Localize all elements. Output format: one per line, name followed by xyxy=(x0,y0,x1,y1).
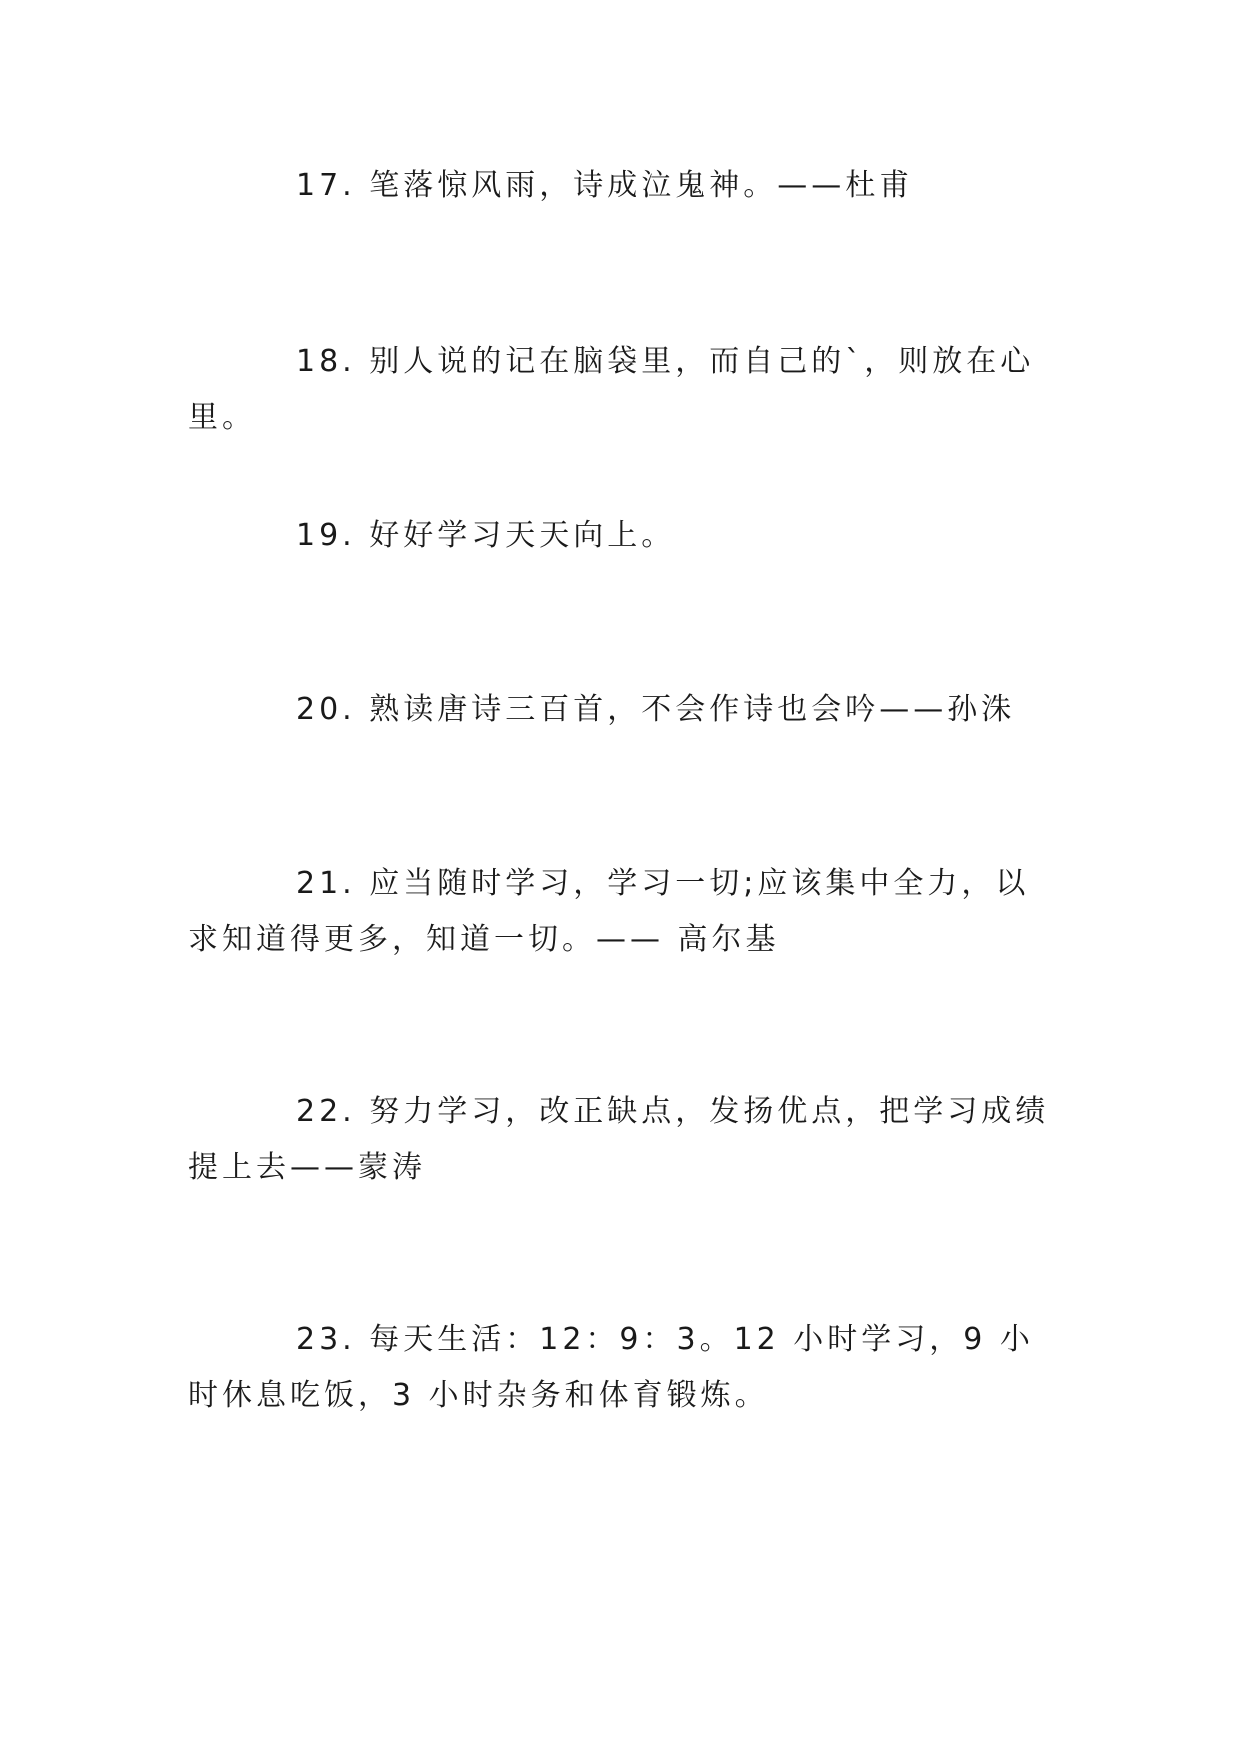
quote-23: 23. 每天生活：12：9：3。12 小时学习，9 小时休息吃饭，3 小时杂务和体育锻炼。 xyxy=(188,1322,1034,1413)
quote-21: 21. 应当随时学习，学习一切;应该集中全力，以求知道得更多，知道一切。—— 高尔基 xyxy=(188,866,1030,957)
quote-17: 17. 笔落惊风雨，诗成泣鬼神。——杜甫 xyxy=(296,168,914,203)
quote-18: 18. 别人说的记在脑袋里，而自己的`，则放在心里。 xyxy=(188,344,1035,435)
quote-22: 22. 努力学习，改正缺点，发扬优点，把学习成绩提上去——蒙涛 xyxy=(188,1094,1050,1185)
quote-20: 20. 熟读唐诗三百首，不会作诗也会吟——孙洙 xyxy=(296,692,1016,727)
quote-19: 19. 好好学习天天向上。 xyxy=(296,518,676,553)
